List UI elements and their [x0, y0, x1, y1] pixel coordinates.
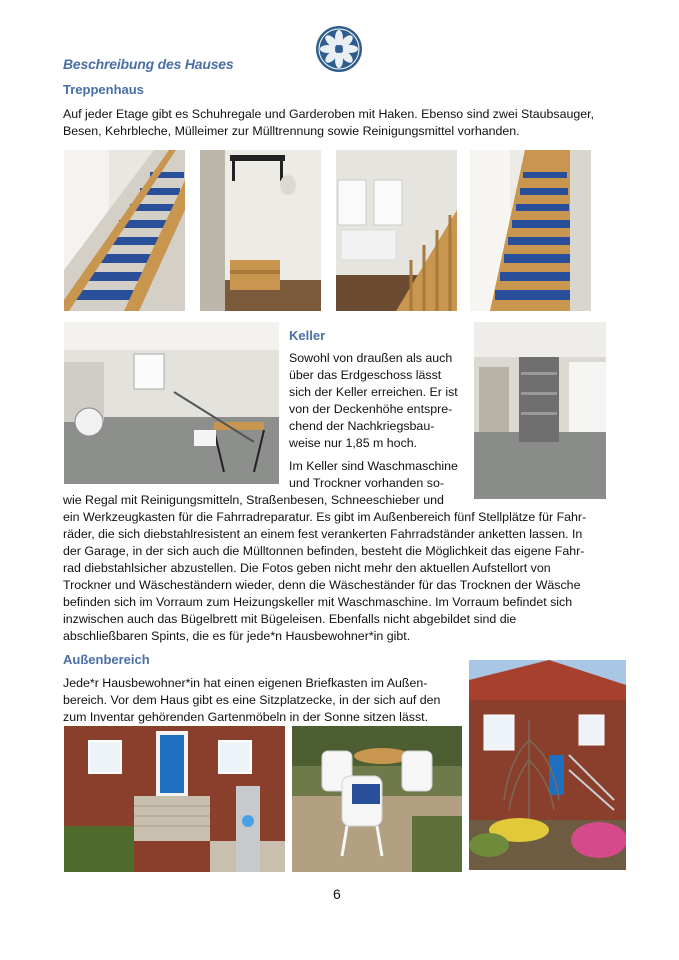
- section-heading-keller: Keller: [289, 328, 326, 343]
- text-line: chend der Nachkriegsbau-: [289, 419, 435, 433]
- text-line: rad diebstahlsicher abzustellen. Die Fotos geben nicht mehr den aktuellen Aufstellort von: [63, 561, 551, 575]
- text-line: räder, die sich diebstahlresistent an einem fest verankerten Fahrradständer anketten lassen. In: [63, 527, 583, 541]
- section-heading-treppenhaus: Treppenhaus: [63, 82, 144, 97]
- text-line: der Garage, in der sich auch die Mülltonnen befinden, besteht die Möglichkeit das eigene Fahr-: [63, 544, 585, 558]
- text-line: Sowohl von draußen als auch: [289, 351, 453, 365]
- text-line: zum Inventar gehörenden Gartenmöbeln in der Sonne sitzen lässt.: [63, 710, 429, 724]
- text-line: Trockner und Wäscheständern wieder, denn die Wäscheständer für das Trocknen der Wäsche: [63, 578, 581, 592]
- photo-basement-laundry: [64, 322, 279, 484]
- text-line: und Trockner vorhanden so-: [289, 476, 444, 490]
- treppenhaus-text: [63, 106, 594, 140]
- photo-landing: [336, 150, 457, 311]
- keller-text-narrow: [289, 350, 469, 452]
- text-line: bereich. Vor dem Haus gibt es eine Sitzplatzecke, in der sich auf den: [63, 693, 441, 707]
- keller-text-narrow-2: [289, 458, 469, 492]
- text-line: über das Erdgeschoss lässt: [289, 368, 442, 382]
- keller-text-full: [63, 492, 623, 645]
- photo-house-entrance: [64, 726, 285, 872]
- text-line: ein Werkzeugkasten für die Fahrradreparatur. Es gibt im Außenbereich fünf Stellplätze für Fahr-: [63, 510, 587, 524]
- aussen-text: [63, 675, 463, 726]
- text-line: Im Keller sind Waschmaschine: [289, 459, 458, 473]
- text-line: sich der Keller erreichen. Er ist: [289, 385, 458, 399]
- page-number: 6: [333, 886, 341, 902]
- photo-basement-shelf: [474, 322, 606, 499]
- text-line: inzwischen auch das Bügelbrett mit Bügeleisen. Ebenfalls nicht abgebildet sind die: [63, 612, 517, 626]
- text-line: Besen, Kehrbleche, Mülleimer zur Mülltrennung sowie Reinigungsmittel vorhanden.: [63, 124, 520, 138]
- text-line: weise nur 1,85 m hoch.: [289, 436, 418, 450]
- page-title: Beschreibung des Hauses: [63, 56, 234, 72]
- section-heading-aussenbereich: Außenbereich: [63, 652, 150, 667]
- text-line: abschließbaren Spints, die es für jede*n Hausbewohner*in gibt.: [63, 629, 411, 643]
- photo-house-exterior-tree: [469, 660, 626, 870]
- text-line: befinden sich im Vorraum zum Heizungskeller mit Waschmaschine. Im Vorraum befindet sich: [63, 595, 573, 609]
- text-line: von der Deckenhöhe entspre-: [289, 402, 453, 416]
- flower-mandala-logo: [314, 24, 364, 74]
- photo-staircase-1: [64, 150, 185, 311]
- photo-garden-seating: [292, 726, 462, 872]
- text-line: wie Regal mit Reinigungsmitteln, Straßenbesen, Schneeschieber und: [63, 493, 444, 507]
- photo-coat-rack: [200, 150, 321, 311]
- text-line: Jede*r Hausbewohner*in hat einen eigenen Briefkasten im Außen-: [63, 676, 428, 690]
- text-line: Auf jeder Etage gibt es Schuhregale und Garderoben mit Haken. Ebenso sind zwei Staubsauger,: [63, 107, 595, 121]
- photo-staircase-2: [470, 150, 591, 311]
